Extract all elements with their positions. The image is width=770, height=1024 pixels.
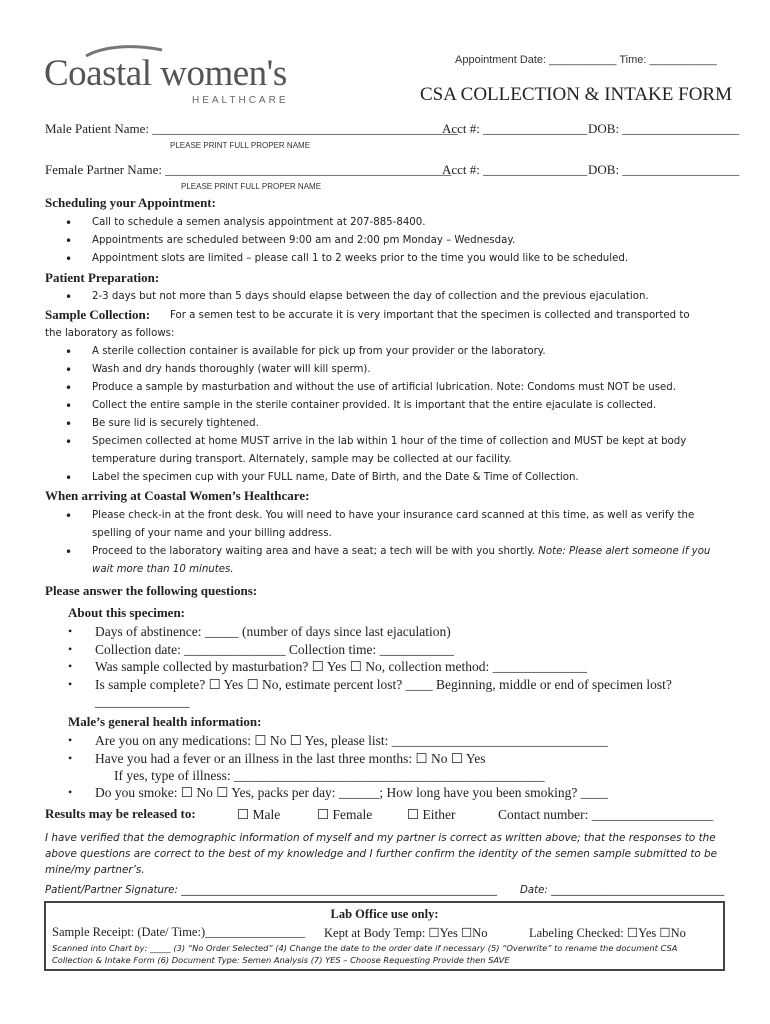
masturbation-question[interactable]: • Was sample collected by masturbation? ☐ Yes ☐ No, collection method: ______________ (68, 658, 728, 676)
collection-intro: For a semen test to be accurate it is very important that the specimen is collected and transported to (170, 310, 690, 321)
list-item: • Appointments are scheduled between 9:00 am and 2:00 pm Monday – Wednesday. (65, 232, 725, 250)
illness-type-field[interactable]: If yes, type of illness: ______________________________________________ (114, 768, 545, 783)
health-heading: Male’s general health information: (68, 714, 262, 729)
collection-intro-cont: the laboratory as follows: (45, 328, 175, 339)
list-item: • Be sure lid is securely tightened. (65, 415, 725, 433)
sample-receipt-field[interactable]: Sample Receipt: (Date/ Time:)________________ (52, 925, 306, 939)
health-questions (68, 732, 728, 767)
lab-office-box (44, 901, 725, 971)
list-item: • Wash and dry hands thoroughly (water will kill sperm). (65, 361, 725, 379)
specimen-questions (68, 623, 728, 711)
fever-question[interactable]: • Have you had a fever or an illness in the last three months: ☐ No ☐ Yes (68, 750, 728, 768)
labeling-checked-checkbox[interactable]: Labeling Checked: ☐Yes ☐No (529, 926, 686, 940)
lab-office-title: Lab Office use only: (330, 907, 439, 921)
collection-heading: Sample Collection: (45, 307, 151, 322)
questions-heading: Please answer the following questions: (45, 583, 258, 598)
collection-list (65, 343, 725, 487)
collection-date-question[interactable]: • Collection date: _______________ Collection time: ___________ (68, 641, 728, 659)
sample-complete-question[interactable]: • Is sample complete? ☐ Yes ☐ No, estimate percent lost? ____ Beginning, middle or end of specimen lost? ______________ (68, 676, 728, 711)
signature-date-field[interactable]: Date: __________________________________ (520, 885, 725, 896)
medications-question[interactable]: • Are you on any medications: ☐ No ☐ Yes, please list: ________________________________ (68, 732, 728, 750)
appointment-fields[interactable]: Appointment Date: ___________ Time: ___________ (455, 54, 717, 66)
scheduling-heading: Scheduling your Appointment: (45, 195, 216, 210)
logo-subtitle: HEALTHCARE (192, 95, 289, 106)
list-item: • Label the specimen cup with your FULL name, Date of Birth, and the Date & Time of Collection. (65, 469, 725, 487)
arriving-item-text: Proceed to the laboratory waiting area and have a seat; a tech will be with you shortly. (92, 546, 535, 557)
arriving-note: Note: Please alert someone if you wait more than 10 minutes. (92, 546, 711, 575)
verification-statement: I have verified that the demographic information of myself and my partner is correct as written above; that the responses to the above questions are correct to the best of my knowledge and I further confirm the identity of the semen sample submitted to be mine/my partner’s. (45, 832, 718, 876)
list-item: • 2-3 days but not more than 5 days should elapse between the day of collection and the previous ejaculation. (65, 288, 725, 306)
release-either-checkbox[interactable]: ☐ Either (407, 807, 456, 822)
release-female-checkbox[interactable]: ☐ Female (317, 807, 373, 822)
arriving-heading: When arriving at Coastal Women’s Healthcare: (45, 488, 310, 503)
male-dob-field[interactable]: DOB: __________________ (588, 121, 740, 136)
logo: Coastal women's (44, 53, 287, 94)
list-item: • Specimen collected at home MUST arrive in the lab within 1 hour of the time of collection and MUST be kept at body temperature during transport. Alternately, sample may be collected at our facility. (65, 433, 725, 469)
release-heading: Results may be released to: (45, 806, 196, 821)
specimen-heading: About this specimen: (68, 605, 186, 620)
arriving-list (65, 507, 725, 579)
list-item: • Collect the entire sample in the sterile container provided. It is important that the entire ejaculate is collected. (65, 397, 725, 415)
smoking-questions (68, 784, 728, 802)
scheduling-list (65, 214, 725, 268)
list-item: • Call to schedule a semen analysis appointment at 207-885-8400. (65, 214, 725, 232)
list-item: • Appointment slots are limited – please call 1 to 2 weeks prior to the time you would like to be scheduled. (65, 250, 725, 268)
release-male-checkbox[interactable]: ☐ Male (237, 807, 281, 822)
smoking-question[interactable]: • Do you smoke: ☐ No ☐ Yes, packs per day: ______; How long have you been smoking? ____ (68, 784, 728, 802)
list-item (65, 543, 725, 579)
signature-field[interactable]: Patient/Partner Signature: ______________________________________________________________ (45, 885, 497, 896)
list-item: • A sterile collection container is available for pick up from your provider or the laboratory. (65, 343, 725, 361)
lab-instructions: Scanned into Chart by: _____ (3) “No Order Selected” (4) Change the date to the order date if necessary (5) “Overwrite” to rename the document CSA Collection & Intake Form (6) Document Type: Semen Analysis (7) YES – Choose Requesting Provide then SAVE (52, 943, 678, 965)
preparation-heading: Patient Preparation: (45, 270, 160, 285)
print-hint-male: PLEASE PRINT FULL PROPER NAME (170, 141, 311, 150)
print-hint-female: PLEASE PRINT FULL PROPER NAME (181, 182, 322, 191)
female-acct-field[interactable]: Acct #: ________________ (442, 162, 588, 177)
contact-number-field[interactable]: Contact number: __________________ (498, 807, 714, 822)
body-temp-checkbox[interactable]: Kept at Body Temp: ☐Yes ☐No (324, 926, 488, 940)
list-item: • Please check-in at the front desk. You will need to have your insurance card scanned at this time, as well as verify the spelling of your name and your billing address. (65, 507, 725, 543)
list-item: • Produce a sample by masturbation and without the use of artificial lubrication. Note: Condoms must NOT be used. (65, 379, 725, 397)
female-dob-field[interactable]: DOB: __________________ (588, 162, 740, 177)
male-patient-name-field[interactable]: Male Patient Name: _______________________________________________ (45, 121, 458, 136)
page-title: CSA COLLECTION & INTAKE FORM (420, 84, 732, 105)
male-acct-field[interactable]: Acct #: ________________ (442, 121, 588, 136)
abstinence-question[interactable]: • Days of abstinence: _____ (number of days since last ejaculation) (68, 623, 728, 641)
preparation-list (65, 288, 725, 306)
female-partner-name-field[interactable]: Female Partner Name: ____________________________________________ (45, 162, 452, 177)
